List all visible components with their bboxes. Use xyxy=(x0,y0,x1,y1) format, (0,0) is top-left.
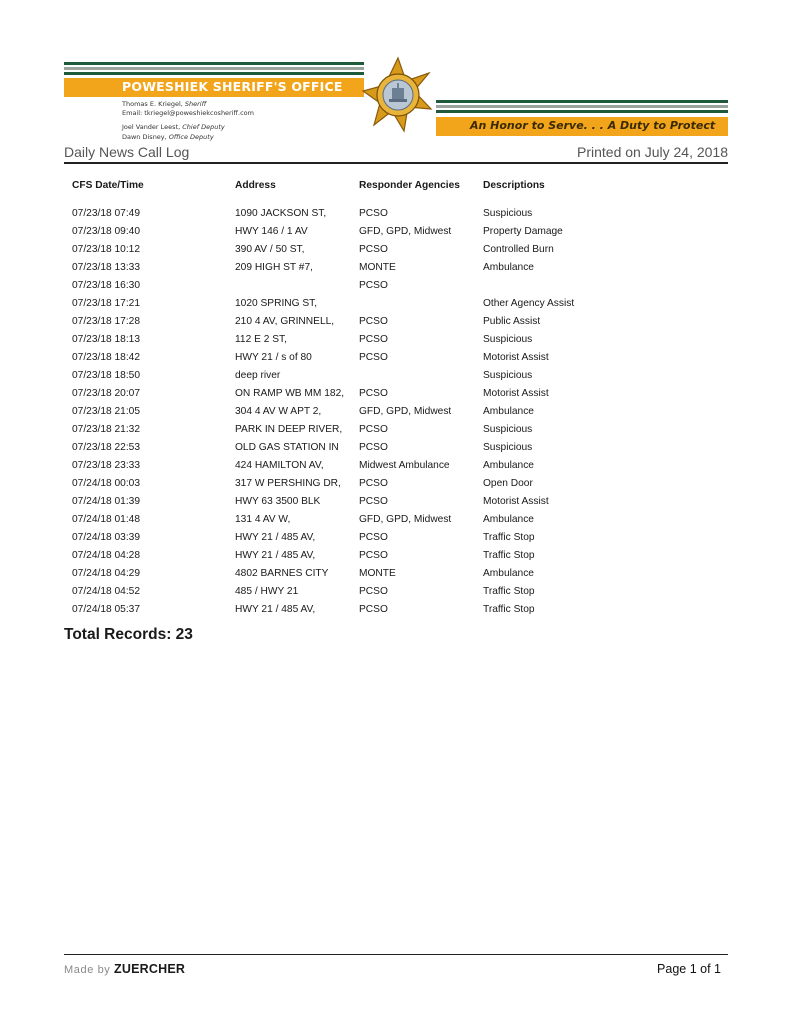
table-row xyxy=(64,528,643,546)
cell-datetime: 07/23/18 21:05 xyxy=(72,405,140,417)
cell-datetime: 07/24/18 04:29 xyxy=(72,567,140,579)
column-header-datetime: CFS Date/Time xyxy=(72,180,144,191)
cell-agencies: PCSO xyxy=(359,531,388,543)
cell-description: Open Door xyxy=(483,477,533,489)
table-row xyxy=(64,348,643,366)
cell-description: Traffic Stop xyxy=(483,549,535,561)
report-title: Daily News Call Log xyxy=(64,144,190,160)
cell-datetime: 07/23/18 17:21 xyxy=(72,297,140,309)
header-stripe xyxy=(436,110,728,113)
cell-address: HWY 21 / s of 80 xyxy=(235,351,312,363)
cell-description: Other Agency Assist xyxy=(483,297,575,309)
table-row xyxy=(64,420,643,438)
cell-description: Traffic Stop xyxy=(483,531,535,543)
cell-address: PARK IN DEEP RIVER, xyxy=(235,423,343,435)
cell-datetime: 07/24/18 00:03 xyxy=(72,477,140,489)
cell-agencies: PCSO xyxy=(359,495,388,507)
cell-datetime: 07/23/18 20:07 xyxy=(72,387,140,399)
cell-datetime: 07/23/18 18:13 xyxy=(72,333,140,345)
cell-agencies: PCSO xyxy=(359,351,388,363)
cell-description: Suspicious xyxy=(483,333,533,345)
footer-divider xyxy=(64,954,728,955)
cell-datetime: 07/23/18 18:50 xyxy=(72,369,140,381)
cell-agencies: PCSO xyxy=(359,315,388,327)
header-stripe xyxy=(436,105,728,108)
cell-datetime: 07/23/18 17:28 xyxy=(72,315,140,327)
table-row xyxy=(64,276,643,294)
cell-agencies: PCSO xyxy=(359,441,388,453)
cell-datetime: 07/24/18 04:52 xyxy=(72,585,140,597)
cell-description: Ambulance xyxy=(483,513,534,525)
cell-description: Suspicious xyxy=(483,423,533,435)
column-header-agencies: Responder Agencies xyxy=(359,180,460,191)
table-row xyxy=(64,402,643,420)
cell-address: 4802 BARNES CITY xyxy=(235,567,329,579)
cell-address: HWY 21 / 485 AV, xyxy=(235,549,316,561)
cell-agencies: PCSO xyxy=(359,387,388,399)
cell-agencies: PCSO xyxy=(359,207,388,219)
table-row xyxy=(64,204,643,222)
table-row xyxy=(64,294,643,312)
cell-datetime: 07/24/18 05:37 xyxy=(72,603,140,615)
cell-description: Property Damage xyxy=(483,225,563,237)
sheriff-email: Email: tkriegel@poweshiekcosheriff.com xyxy=(122,109,254,117)
cell-agencies: MONTE xyxy=(359,567,396,579)
cell-address: HWY 21 / 485 AV, xyxy=(235,531,316,543)
header-stripe xyxy=(436,100,728,103)
cell-agencies: PCSO xyxy=(359,603,388,615)
cell-agencies: PCSO xyxy=(359,549,388,561)
cell-address: 485 / HWY 21 xyxy=(235,585,299,597)
cell-address: 390 AV / 50 ST, xyxy=(235,243,305,255)
cell-agencies xyxy=(359,366,483,384)
table-row xyxy=(64,582,643,600)
table-row xyxy=(64,330,643,348)
cell-description xyxy=(483,276,643,294)
staff-office-deputy xyxy=(122,133,214,141)
sheriff-title: Sheriff xyxy=(184,100,207,108)
cell-datetime: 07/24/18 03:39 xyxy=(72,531,140,543)
cell-description: Ambulance xyxy=(483,567,534,579)
cell-address: HWY 63 3500 BLK xyxy=(235,495,321,507)
cell-description: Suspicious xyxy=(483,207,533,219)
cell-description: Suspicious xyxy=(483,369,533,381)
cell-agencies: PCSO xyxy=(359,585,388,597)
cell-address: 112 E 2 ST, xyxy=(235,333,287,345)
cell-address: 210 4 AV, GRINNELL, xyxy=(235,315,335,327)
cell-agencies xyxy=(359,294,483,312)
table-row xyxy=(64,240,643,258)
cell-agencies: PCSO xyxy=(359,243,388,255)
cell-agencies: PCSO xyxy=(359,477,388,489)
header-stripe xyxy=(64,62,364,65)
cell-datetime: 07/23/18 21:32 xyxy=(72,423,140,435)
cell-address: 424 HAMILTON AV, xyxy=(235,459,324,471)
cell-agencies: GFD, GPD, Midwest xyxy=(359,225,452,237)
table-row xyxy=(64,366,643,384)
cell-address: 304 4 AV W APT 2, xyxy=(235,405,322,417)
cell-datetime: 07/23/18 13:33 xyxy=(72,261,140,273)
cell-description: Suspicious xyxy=(483,441,533,453)
cell-agencies: Midwest Ambulance xyxy=(359,459,450,471)
staff-sheriff xyxy=(122,100,206,108)
cell-agencies: GFD, GPD, Midwest xyxy=(359,405,452,417)
header-stripe xyxy=(64,72,364,75)
page-number: Page 1 of 1 xyxy=(657,962,721,976)
cell-datetime: 07/23/18 16:30 xyxy=(72,279,140,291)
table-row xyxy=(64,564,643,582)
cell-description: Motorist Assist xyxy=(483,387,549,399)
cell-agencies: PCSO xyxy=(359,333,388,345)
call-log-rows xyxy=(64,204,643,618)
column-header-address: Address xyxy=(235,180,276,191)
cell-description: Controlled Burn xyxy=(483,243,554,255)
cell-address xyxy=(235,276,359,294)
total-records: Total Records: 23 xyxy=(64,626,193,643)
chief-deputy-name: Joel Vander Leest, xyxy=(122,123,183,131)
cell-agencies: GFD, GPD, Midwest xyxy=(359,513,452,525)
cell-address: 1090 JACKSON ST, xyxy=(235,207,327,219)
table-row xyxy=(64,312,643,330)
sheriff-name: Thomas E. Kriegel, xyxy=(122,100,185,108)
cell-agencies: MONTE xyxy=(359,261,396,273)
footer-made-by xyxy=(64,962,185,976)
office-deputy-title: Office Deputy xyxy=(168,133,214,141)
cell-datetime: 07/23/18 22:53 xyxy=(72,441,140,453)
table-row xyxy=(64,438,643,456)
cell-address: 131 4 AV W, xyxy=(235,513,291,525)
cell-address: OLD GAS STATION IN xyxy=(235,441,339,453)
sheriff-star-icon xyxy=(359,56,437,134)
cell-description: Traffic Stop xyxy=(483,603,535,615)
office-deputy-name: Dawn Disney, xyxy=(122,133,169,141)
motto: An Honor to Serve. . . A Duty to Protect xyxy=(470,119,716,132)
cell-description: Traffic Stop xyxy=(483,585,535,597)
column-header-descriptions: Descriptions xyxy=(483,180,545,191)
cell-datetime: 07/24/18 01:39 xyxy=(72,495,140,507)
cell-datetime: 07/23/18 07:49 xyxy=(72,207,140,219)
table-row xyxy=(64,258,643,276)
cell-address: 209 HIGH ST #7, xyxy=(235,261,313,273)
cell-datetime: 07/23/18 09:40 xyxy=(72,225,140,237)
header-stripe xyxy=(64,67,364,70)
call-log-table xyxy=(64,180,643,618)
cell-description: Motorist Assist xyxy=(483,351,549,363)
cell-datetime: 07/23/18 23:33 xyxy=(72,459,140,471)
cell-address: 1020 SPRING ST, xyxy=(235,297,318,309)
cell-datetime: 07/24/18 01:48 xyxy=(72,513,140,525)
cell-description: Ambulance xyxy=(483,459,534,471)
table-row xyxy=(64,222,643,240)
table-row xyxy=(64,600,643,618)
cell-description: Public Assist xyxy=(483,315,541,327)
cell-description: Ambulance xyxy=(483,405,534,417)
table-row xyxy=(64,384,643,402)
table-row xyxy=(64,492,643,510)
printed-date: Printed on July 24, 2018 xyxy=(577,144,728,160)
cell-agencies: PCSO xyxy=(359,423,388,435)
office-name: POWESHIEK SHERIFF'S OFFICE xyxy=(122,79,343,94)
chief-deputy-title: Chief Deputy xyxy=(182,123,225,131)
table-header-row xyxy=(64,180,643,196)
table-row xyxy=(64,474,643,492)
staff-chief-deputy xyxy=(122,123,225,131)
title-divider xyxy=(64,162,728,164)
cell-description: Motorist Assist xyxy=(483,495,549,507)
cell-address: HWY 146 / 1 AV xyxy=(235,225,308,237)
table-row xyxy=(64,546,643,564)
cell-address: HWY 21 / 485 AV, xyxy=(235,603,316,615)
cell-address: deep river xyxy=(235,369,281,381)
cell-datetime: 07/23/18 18:42 xyxy=(72,351,140,363)
zuercher-logo: ZUERCHER xyxy=(114,962,186,976)
table-row xyxy=(64,510,643,528)
cell-description: Ambulance xyxy=(483,261,534,273)
cell-datetime: 07/23/18 10:12 xyxy=(72,243,140,255)
cell-address: ON RAMP WB MM 182, xyxy=(235,387,345,399)
cell-agencies: PCSO xyxy=(359,279,388,291)
cell-address: 317 W PERSHING DR, xyxy=(235,477,341,489)
made-by-label: Made by xyxy=(64,964,115,976)
cell-datetime: 07/24/18 04:28 xyxy=(72,549,140,561)
table-row xyxy=(64,456,643,474)
